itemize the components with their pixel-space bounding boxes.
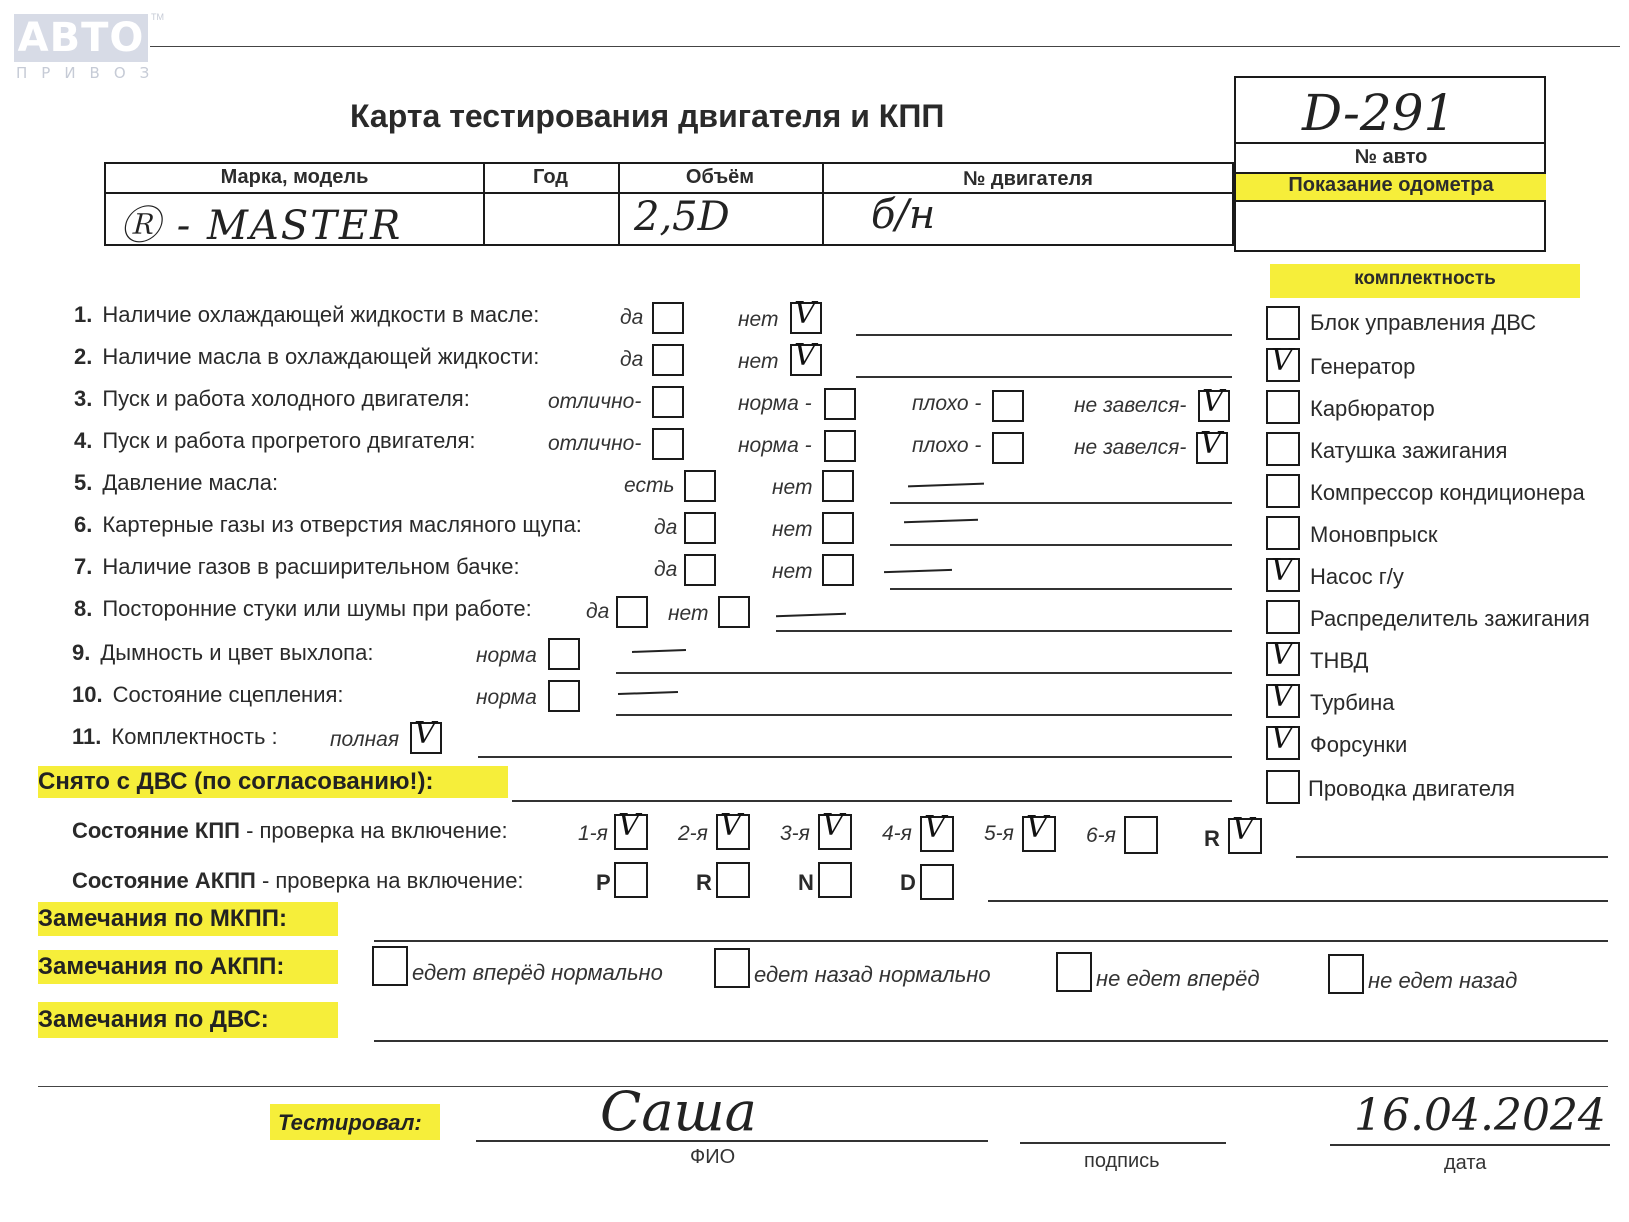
check-mark-icon: V: [1271, 553, 1293, 588]
option-label: норма -: [738, 434, 812, 457]
gear-6-box[interactable]: [1124, 816, 1158, 854]
akpp-forward-ok-label: едет вперёд нормально: [412, 960, 663, 985]
kit-ignition-coil-box[interactable]: [1266, 432, 1300, 466]
check-3-no-start-box[interactable]: [1198, 384, 1230, 422]
auto-number-value: D-291: [1302, 84, 1456, 142]
check-text: Комплектность :: [111, 724, 278, 749]
name-caption: ФИО: [690, 1146, 736, 1168]
model-value: Ⓡ - MASTER: [120, 203, 403, 249]
mode-label: N: [798, 870, 814, 895]
check-9-normal-box[interactable]: [548, 638, 580, 670]
kit-ac-compressor-label: Компрессор кондиционера: [1310, 480, 1585, 505]
check-num: 6.: [74, 512, 93, 537]
check-text: Пуск и работа холодного двигателя:: [102, 386, 470, 411]
signature-line: [1020, 1142, 1226, 1144]
kit-generator-box[interactable]: [1266, 343, 1300, 382]
option-label: да: [620, 306, 644, 329]
mode-label: P: [596, 870, 611, 895]
check-row-7: [74, 554, 520, 580]
option-label: да: [586, 600, 610, 623]
check-text: Давление масла:: [102, 470, 279, 495]
check-num: 7.: [74, 554, 93, 579]
answer-line: [890, 588, 1232, 590]
kit-ecu-label: Блок управления ДВС: [1310, 310, 1537, 335]
check-mark-icon: V: [1271, 637, 1293, 672]
auto-number-label: № авто: [1354, 146, 1428, 168]
answer-line: [890, 544, 1232, 546]
mode-r-box[interactable]: [716, 862, 750, 898]
mode-d-box[interactable]: [920, 864, 954, 900]
check-text: Дымность и цвет выхлопа:: [100, 640, 374, 665]
option-label: плохо -: [912, 392, 982, 415]
option-label: не завелся-: [1074, 436, 1187, 459]
check-mark-icon: V: [1232, 812, 1254, 847]
akpp-label-bold: Состояние АКПП: [72, 868, 256, 893]
remarks-akpp-label: Замечания по АКПП:: [38, 950, 338, 984]
mode-label: D: [900, 870, 916, 895]
gear-label: R: [1204, 826, 1220, 851]
answer-line: [856, 376, 1232, 378]
check-3-excellent-box[interactable]: [652, 386, 684, 418]
handwritten-dash: [776, 613, 846, 617]
check-1-no-box[interactable]: [790, 296, 822, 334]
gear-r-box[interactable]: [1228, 812, 1262, 854]
check-row-4: [74, 428, 475, 454]
check-num: 10.: [72, 682, 103, 707]
check-2-no-box[interactable]: [790, 338, 822, 376]
check-row-9: [72, 640, 373, 666]
option-label: отлично-: [548, 432, 642, 455]
option-label: нет: [772, 476, 813, 499]
kpp-label-bold: Состояние КПП: [72, 818, 240, 843]
check-mark-icon: V: [1026, 810, 1048, 845]
kpp-label: [72, 818, 508, 844]
check-7-no-box[interactable]: [822, 554, 854, 586]
check-mark-icon: V: [618, 808, 640, 843]
check-row-6: [74, 512, 582, 538]
kit-turbo-label: Турбина: [1310, 690, 1395, 715]
handwritten-dash: [904, 519, 978, 524]
check-5-no-box[interactable]: [822, 470, 854, 502]
option-label: нет: [668, 602, 709, 625]
auto-box: [1234, 76, 1546, 252]
gear-5-box[interactable]: [1022, 810, 1056, 852]
tester-name: Саша: [600, 1080, 757, 1143]
handwritten-dash: [618, 691, 678, 695]
check-num: 11.: [72, 724, 102, 749]
check-mark-icon: V: [822, 808, 844, 843]
akpp-no-forward-label: не едет вперёд: [1096, 966, 1260, 991]
gear-label: 6-я: [1086, 824, 1116, 847]
handwritten-dash: [884, 569, 952, 573]
check-6-no-box[interactable]: [822, 512, 854, 544]
answer-line: [776, 630, 1232, 632]
answer-line: [1296, 856, 1608, 858]
name-line: [476, 1140, 988, 1142]
check-row-11: [72, 724, 278, 750]
answer-line: [988, 900, 1608, 902]
volume-value: 2,5D: [634, 194, 730, 240]
kit-injection-pump-label: ТНВД: [1310, 648, 1369, 673]
check-8-no-box[interactable]: [718, 596, 750, 628]
remarks-dvs-label: Замечания по ДВС:: [38, 1002, 338, 1038]
check-text: Наличие газов в расширительном бачке:: [102, 554, 520, 579]
check-5-yes-box[interactable]: [684, 470, 716, 502]
akpp-label-rest: - проверка на включение:: [255, 868, 524, 893]
check-row-2: [74, 344, 539, 370]
date-caption: дата: [1444, 1152, 1487, 1174]
header-year: Год: [533, 166, 568, 188]
gear-4-box[interactable]: [920, 810, 954, 852]
check-4-no-start-box[interactable]: [1196, 426, 1228, 464]
check-7-yes-box[interactable]: [684, 554, 716, 586]
check-num: 9.: [72, 640, 91, 665]
option-label: норма: [476, 686, 537, 709]
akpp-no-backward-label: не едет назад: [1368, 968, 1518, 993]
kit-ac-compressor-box[interactable]: [1266, 474, 1300, 508]
gear-3-box[interactable]: [818, 808, 852, 850]
akpp-no-backward-box[interactable]: [1328, 954, 1364, 994]
top-rule: [150, 46, 1620, 47]
akpp-no-forward-box[interactable]: [1056, 952, 1092, 992]
check-text: Наличие масла в охлаждающей жидкости:: [102, 344, 540, 369]
remarks-mkpp-label: Замечания по МКПП:: [38, 902, 338, 936]
kit-ecu-box[interactable]: [1266, 306, 1300, 340]
check-num: 5.: [74, 470, 93, 495]
option-label: нет: [772, 560, 813, 583]
logo-trademark: TM: [151, 12, 164, 22]
kit-carburetor-box[interactable]: [1266, 390, 1300, 424]
kit-power-steering-pump-box[interactable]: [1266, 553, 1300, 592]
option-label: нет: [738, 350, 779, 373]
gear-label: 1-я: [578, 822, 608, 845]
kit-distributor-label: Распределитель зажигания: [1310, 606, 1590, 631]
logo: АВТО: [14, 14, 148, 62]
logo-subtitle: ПРИВОЗ: [16, 64, 164, 82]
kit-ignition-coil-label: Катушка зажигания: [1310, 438, 1508, 463]
akpp-forward-ok-box[interactable]: [372, 946, 408, 986]
check-text: Посторонние стуки или шумы при работе:: [102, 596, 532, 621]
akpp-backward-ok-box[interactable]: [714, 948, 750, 988]
check-row-3: [74, 386, 470, 412]
check-mark-icon: V: [720, 808, 742, 843]
answer-line: [856, 334, 1232, 336]
removed-label: Снято с ДВС (по согласованию!):: [38, 766, 508, 798]
option-label: плохо -: [912, 434, 982, 457]
check-2-yes-box[interactable]: [652, 344, 684, 376]
check-mark-icon: V: [1271, 343, 1293, 378]
handwritten-dash: [632, 649, 686, 653]
option-label: есть: [624, 474, 675, 497]
check-3-bad-box[interactable]: [992, 390, 1024, 422]
check-num: 1.: [74, 302, 93, 327]
option-label: нет: [772, 518, 813, 541]
tested-label: Тестировал:: [278, 1110, 422, 1135]
kit-generator-label: Генератор: [1310, 354, 1416, 379]
check-num: 8.: [74, 596, 93, 621]
answer-line: [616, 672, 1232, 674]
check-text: Картерные газы из отверстия масляного щупа:: [102, 512, 582, 537]
kit-mono-injection-label: Моновпрыск: [1310, 522, 1438, 547]
option-label: не завелся-: [1074, 394, 1187, 417]
check-4-excellent-box[interactable]: [652, 428, 684, 460]
option-label: да: [620, 348, 644, 371]
footer-rule: [38, 1086, 1608, 1087]
option-label: да: [654, 558, 678, 581]
page-title: Карта тестирования двигателя и КПП: [350, 98, 945, 134]
kpp-label-rest: - проверка на включение:: [239, 818, 508, 843]
check-mark-icon: V: [794, 296, 816, 331]
answer-line: [478, 756, 1232, 758]
check-text: Состояние сцепления:: [112, 682, 344, 707]
check-row-8: [74, 596, 532, 622]
check-num: 4.: [74, 428, 93, 453]
mode-label: R: [696, 870, 712, 895]
check-mark-icon: V: [924, 810, 946, 845]
check-row-1: [74, 302, 539, 328]
mode-p-box[interactable]: [614, 862, 648, 898]
kit-injection-pump-box[interactable]: [1266, 637, 1300, 676]
answer-line: [890, 502, 1232, 504]
mode-n-box[interactable]: [818, 862, 852, 898]
answer-line: [616, 714, 1232, 716]
option-label: нет: [738, 308, 779, 331]
check-row-10: [72, 682, 344, 708]
kit-distributor-box[interactable]: [1266, 600, 1300, 634]
kit-engine-wiring-box[interactable]: [1266, 770, 1300, 804]
header-volume: Объём: [685, 166, 755, 188]
check-num: 3.: [74, 386, 93, 411]
akpp-backward-ok-label: едет назад нормально: [754, 962, 991, 987]
check-row-5: [74, 470, 278, 496]
handwritten-dash: [908, 483, 984, 488]
kit-power-steering-pump-label: Насос г/у: [1310, 564, 1404, 589]
header-model: Марка, модель: [220, 166, 369, 188]
header-table: [104, 162, 1234, 249]
gear-2-box[interactable]: [716, 808, 750, 850]
kit-engine-wiring-label: Проводка двигателя: [1308, 776, 1515, 801]
check-mark-icon: V: [414, 716, 436, 751]
header-engine-no: № двигателя: [963, 168, 1093, 190]
option-label: полная: [330, 728, 400, 751]
date-line: [1330, 1144, 1610, 1146]
check-text: Наличие охлаждающей жидкости в масле:: [102, 302, 540, 327]
check-4-normal-box[interactable]: [824, 430, 856, 462]
check-3-normal-box[interactable]: [824, 388, 856, 420]
kit-mono-injection-box[interactable]: [1266, 516, 1300, 550]
check-mark-icon: V: [1200, 426, 1222, 461]
check-1-yes-box[interactable]: [652, 302, 684, 334]
gear-label: 2-я: [678, 822, 708, 845]
check-8-yes-box[interactable]: [616, 596, 648, 628]
answer-line: [374, 940, 1608, 942]
kit-turbo-box[interactable]: [1266, 679, 1300, 718]
gear-1-box[interactable]: [614, 808, 648, 850]
answer-line: [374, 1040, 1608, 1042]
check-11-complete-box[interactable]: [410, 716, 442, 754]
kit-injectors-label: Форсунки: [1310, 732, 1408, 757]
option-label: норма -: [738, 392, 812, 415]
gear-label: 5-я: [984, 822, 1014, 845]
kit-title: комплектность: [1354, 268, 1496, 289]
gear-label: 4-я: [882, 822, 912, 845]
engine-no-value: б/н: [871, 192, 936, 238]
kit-injectors-box[interactable]: [1266, 721, 1300, 760]
check-text: Пуск и работа прогретого двигателя:: [102, 428, 476, 453]
kit-carburetor-label: Карбюратор: [1310, 396, 1435, 421]
signature-caption: подпись: [1084, 1150, 1160, 1172]
check-4-bad-box[interactable]: [992, 432, 1024, 464]
check-mark-icon: V: [1202, 384, 1224, 419]
odometer-label: Показание одометра: [1288, 174, 1494, 196]
option-label: норма: [476, 644, 537, 667]
gear-label: 3-я: [780, 822, 810, 845]
check-mark-icon: V: [1271, 679, 1293, 714]
option-label: отлично-: [548, 390, 642, 413]
answer-line: [512, 800, 1232, 802]
check-6-yes-box[interactable]: [684, 512, 716, 544]
option-label: да: [654, 516, 678, 539]
akpp-label: [72, 868, 524, 894]
check-mark-icon: V: [1271, 721, 1293, 756]
test-date: 16.04.2024: [1354, 1090, 1606, 1141]
check-10-normal-box[interactable]: [548, 680, 580, 712]
check-num: 2.: [74, 344, 93, 369]
check-mark-icon: V: [794, 338, 816, 373]
